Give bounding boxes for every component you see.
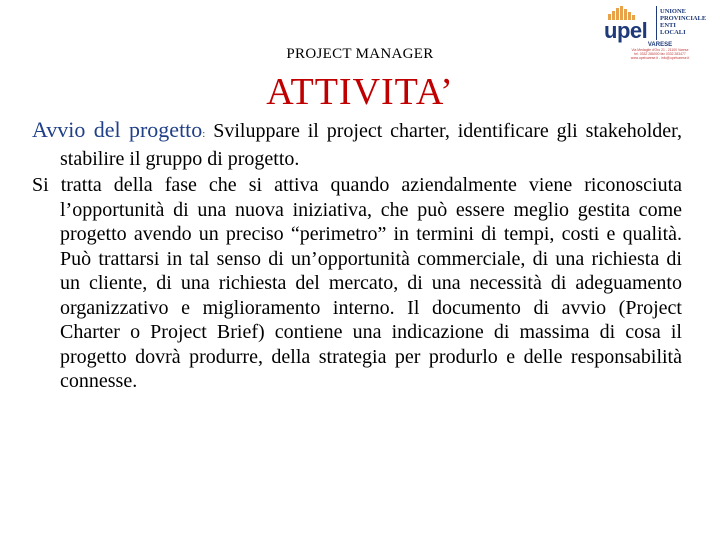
intro-text: Sviluppare il project charter, identificare gli stakeholder, stabilire il gruppo di progetto.: [60, 120, 682, 170]
logo-fine-line: tel. 0332 286000 fax 0332 283477: [634, 52, 686, 57]
logo-fine-line: Via Medaglie d'Oro 21 - 21100 Varese: [631, 48, 689, 52]
logo-city: VARESE: [647, 42, 673, 48]
slide-body: [32, 118, 682, 394]
section-label: PROJECT MANAGER: [286, 46, 434, 62]
intro-paragraph: [32, 118, 682, 171]
logo-wordmark: upel: [604, 18, 648, 43]
logo-divider: [656, 6, 657, 40]
logo-line: LOCALI: [660, 29, 686, 36]
phase-heading: Avvio del progetto: [32, 117, 203, 142]
logo-line: ENTI: [660, 22, 676, 29]
phase-heading-colon: :: [202, 128, 206, 140]
page-title: ATTIVITA’: [266, 71, 454, 113]
body-paragraph: Si tratta della fase che si attiva quando aziendalmente viene riconosciuta l’opportunità di una nuova iniziativa, che può essere meglio gestita come progetto avendo un preciso “perimetro” in termini di tempi, costi e qualità. Può trattarsi in tal senso di un’opportunità commerciale, di una richiesta di un cliente, di una richiesta del mercato, di una necessità di adeguamento organizzativo e miglioramento interno. Il documento di avvio (Project Charter o Project Brief) contiene una indicazione di massima di cosa il progetto dovrà produrre, della strategia per produrlo e delle responsabilità connesse.: [32, 174, 682, 392]
upel-logo-mark: [604, 4, 650, 43]
logo-line: UNIONE: [660, 8, 687, 15]
logo-fine-line: www.upelvarese.it - info@upelvarese.it: [630, 56, 690, 61]
logo-org-name: [660, 4, 706, 36]
logo-line: PROVINCIALE: [660, 15, 707, 22]
